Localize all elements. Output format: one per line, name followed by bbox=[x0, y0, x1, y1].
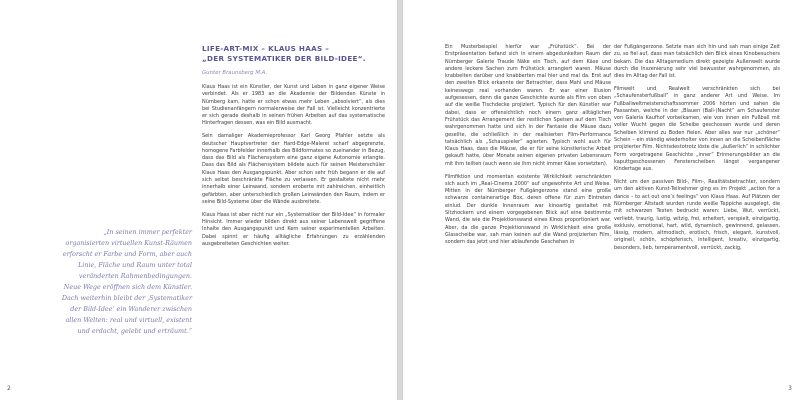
left-page bbox=[0, 0, 398, 400]
paragraph: Ein Musterbeispiel hierfür war „Frühstück“. Bei der Erstpräsentation befand sich in einem abgedunkelten Raum der Nürnberger Galerie Traude Näke ein Tisch, auf dem Käse und andere leckere Sachen zum Frühstück arrangiert waren. Mäuse krabbelten darüber und knabberten mal hier und mal da. Erst auf den zweiten Blick erkannte der Betrachter, dass Mahl und Mäuse keineswegs real vorhanden waren. Er war einer Illusion aufgesessen, denn die ganze Geschichte wurde als Film von oben auf die weiße Tischdecke projiziert. Typisch für den Künstler war dabei, dass er offensichtlich noch einem ganz alltäglichen Frühstück das Arrangement der restlichen Speisen auf dem Tisch wahrgenommen hatte und sich in der Fantasie die Mäuse dazu gesellte, die schließlich in der realisierten Film-Performance tatsächlich als „Schauspieler“ agierten. Typisch wohl auch für Klaus Haas, dass die Mäuse, die er für seine künstlerische Arbeit gekauft hatte, über Monate seinen eigenen privaten Lebensraum mit ihm teilten (auch wenn sie ihm nicht immer Käse vorsetzten). bbox=[445, 44, 611, 167]
paragraph: Nicht um den passiven Bild-, Film-, Realitätsbetrachter, sondern um den aktiven Kunst-Teilnehmer ging es im Projekt „action for a dance – to act out one’s feelings“ von Klaus Haas. Auf Plätzen der Nürnberger Altstadt wurden runde weiße Teppiche ausgelegt, die mit schwarzen Texten bedruckt waren: Liebe, Wut, verrückt, verliebt, traurig, lustig, witzig, frei, erheitert, verspielt, einzigartig, exklusiv, emotional, hart, wild, dynamisch, gewinnend, gelassen, lässig, modern, altmodisch, erotisch, frisch, elegant, kunstvoll, originell, schön, schöpferisch, intelligent, kreativ, einzigartig, besonders, lieb, temperamentvoll, verrückt, zackig, bbox=[614, 179, 780, 251]
right-text-column-1 bbox=[445, 44, 611, 252]
article-heading bbox=[202, 44, 382, 64]
pull-quote: „In seinen immer perfekter organisierten virtuellen Kunst-Räumen erforscht er Farbe und Form, aber auch Linie, Fläche und Raum unter total veränderten Rahmenbedingungen. Neue Wege eröffnen sich dem Künstler. Dach weiterhin bleibt der ‚Systematiker der Bild-Idee‘ ein Wanderer zwischen allen Welten: real und virtuell, existent und erdacht, gelebt und erträumt.“ bbox=[61, 228, 192, 335]
paragraph: Klaus Haas ist ein Künstler, der Kunst und Leben in ganz eigener Weise verbindet. Als er 1983 an die Akademie der Bildenden Künste in Nürnberg kam, hatte er schon etwas mehr Leben „absolviert“, als dies bei Studienanfängern normalerweise der Fall ist. Vielleicht konzentrierte er sich gerade deshalb in seinen frühen Arbeiten auf das systematische Hinterfragen dessen, was ein Bild ausmacht. bbox=[202, 84, 385, 127]
paragraph: der Fußgängerzone. Setzte man sich hin und sah man einige Zeit zu, so fiel auf, dass man tatsächlich den Blick eines Kinobesuchers bekam. Die das Alltagsmedium direkt gezeigte Außenwelt wurde durch die Inszenierung sehr viel bewusster wahrgenommen, als dies im Alltag der Fall ist. bbox=[614, 44, 780, 80]
left-text-column bbox=[202, 84, 385, 254]
right-text-column-2 bbox=[614, 44, 780, 258]
page-number-right: 3 bbox=[788, 385, 792, 392]
page-number-left: 2 bbox=[7, 385, 11, 392]
paragraph: Klaus Haas ist aber nicht nur ein „Systematiker der Bild-Idee“ in formaler Hinsicht. Immer wieder bilden direkt aus seiner Lebenswelt gegriffene Inhalte den Ausgangspunkt und Kern seiner experimentellen Arbeiten. Dabei spinnt er häufig alltägliche Erfahrungen zu erzählenden ausgebreiteten Geschichten weiter. bbox=[202, 211, 385, 247]
author-name: Gunter Braunsberg M.A. bbox=[202, 70, 268, 76]
paragraph: Sein damaliger Akademieprofessor Karl Georg Pfahler setzte als deutscher Hauptvertreter der Hard-Edge-Malerei scharf abgegrenzte, homogene Farbfelder innerhalb des Bildformates so zueinander in Bezug, dass das Bild als Flächensystem eine ganz eigene Autonomie erlangte. Dass das Bild als Flächensystem bildete auch für seinen Meisterschüler Klaus Haas den Ausgangspunkt. Aber schon sehr früh begann er die auf sich selbst beschränkte Fläche zu verlassen. Er gestaltete nicht mehr innerhalb einer Leinwand, sondern eroberte mit zahlreichen, einheitlich gefärbten, aber unterschiedlich großen Leinwänden den Raum, indem er seine Bild-Systeme über die Wände ausbreitete. bbox=[202, 133, 385, 205]
heading-line-2: „DER SYSTEMATIKER DER BILD-IDEE“. bbox=[202, 54, 366, 63]
paragraph: Filmwelt und Realwelt verschränkten sich bei „Schaufensterfußball“ in ganz anderer Art und Weise. Im Fußballweltmeisterschaftssommer 2006 hörten und sahen die Passanten, welche in der „Blauen (Ball-)Nacht“ am Schaufenster von Galeria Kaufhof vorbeikamen, wie von innen ein Fußball mit voller Wucht gegen die Scheibe geschossen wurde und deren Scheiben klirrend zu Boden fielen. Aber alles war nur „schöner“ Schein – ein ständig wiederholter von innen an die Scheibenfläche projizierter Film. Nichtsdestotrotz löste die „äußerlich“ in schlichter Form vorgetragene Geschichte „inner“ Erinnerungsbilder an die kaputtgeschossenen Fensterscheiben längst vergangener Kindertage aus. bbox=[614, 85, 780, 173]
heading-line-1: LIFE-ART-MIX – KLAUS HAAS – bbox=[202, 44, 330, 53]
paragraph: Filmfiktion und momentan existente Wirklichkeit verschränkten sich auch im „Real-Cinema 2000“ auf ungewohnte Art und Weise. Mitten in der Nürnberger Fußgängerzone stand eine große schwarze containerartige Box, deren offene für zum Eintreten einlud. Der dunkle Innenraum war kinoartig gestaltet mit Sitzhockern und einem vorgegebenen Blick auf eine bestimmte Wand, die wie die Projektionswand eines Kinos proportioniert war. Aber, da die ganze Projektionswand in Wirklichkeit eine große Glasscheibe war, sah man keinen auf die Wand projizierten Film, sondern das jetzt und hier ablaufende Geschehen in bbox=[445, 173, 611, 246]
